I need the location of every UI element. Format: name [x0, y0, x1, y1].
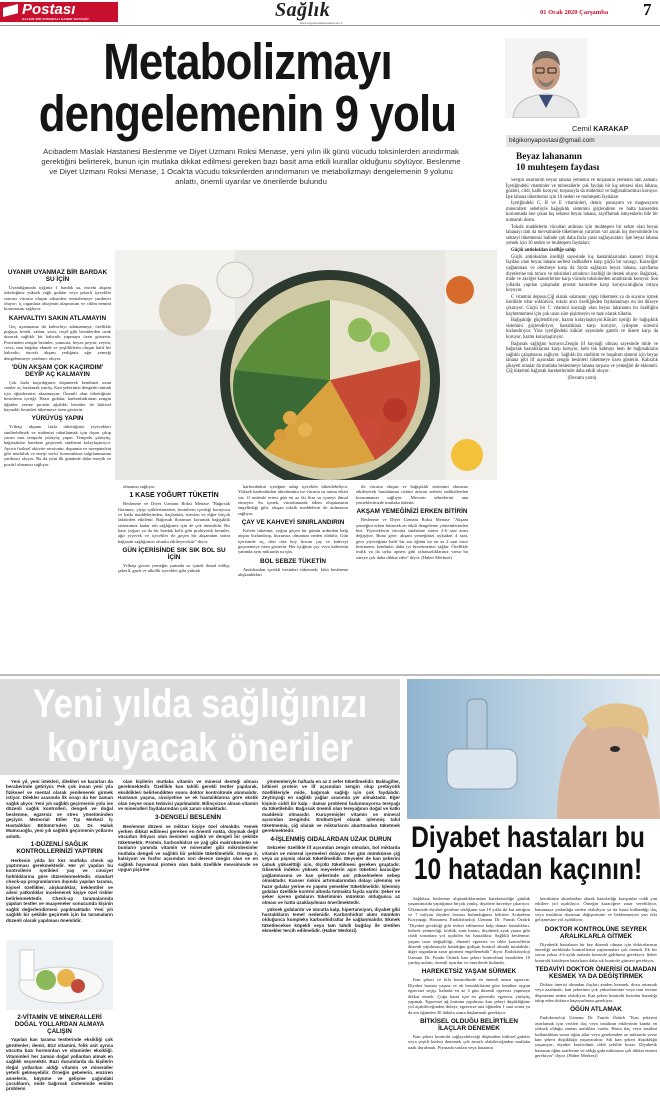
- section-title: Sağlık: [275, 0, 331, 21]
- fruit-plate-illustration: [6, 940, 113, 1010]
- masthead-url: www.ozgurkocaelipostasi.com.tr: [300, 21, 343, 25]
- article1-col1-s3: YÜRÜYÜŞ YAPIN Yılbaşı akşamı fazla tükettiğiniz yiyecekleri sindirebilmek ve midenizi rahatlatmak için dışarı çıkıp yarım saat tempolu yürüyüş yapın. Tempolu yürüyüş, bağırsakları harekete geçirerek sindirimi kolaylaştırıyor. Ayrıca fiziksel aktivite serotonin, dopamin ve norepinefrin gibi mutluluk ve enerji verici hormonların salgılanmasına yardımcı oluyor. Bu da yılın ilk gününde daha enerjik ve pozitif olmanızı sağlıyor.: [4, 415, 111, 467]
- article3-headline: [405, 822, 651, 886]
- logo-ribbon-icon: [3, 4, 18, 17]
- logo-word: Postası: [22, 1, 76, 18]
- article1-headline-line2: dengelemenin 9 yolu: [38, 85, 457, 142]
- issue-date: 01 Ocak 2020 Çarşamba: [540, 9, 609, 16]
- food-bowl-illustration: [115, 250, 497, 480]
- article1-col1-s0: UYANIR UYANMAZ BİR BARDAK SU İÇİN Uyandığınızda içiğiniz 1 bardak su, önceki akşam tükettiğiniz yüksek yağlı gıdalar veya şekerli içecekler sonrası vücutta oluşan toksinleri temizlemeye yardımcı oluyor; iç organlara oksijenin ulaşmasını ve cildin nemini korumasını sağlıyor.: [4, 269, 111, 312]
- article2-col3: yöntemleriyle haftada en az 2 sefer tüketilmelidir. Baklagiller, bitkisel protein ve lif açısından zengin olup prebiyotik özellikleriyle mide, bağırsak sağlığı için çok faydalıdır. Zeytinyağı en sağlıklı yağlar arasında yer almaktadır. Eğer kişinin ciddi bir kalp - damar problemi bulunmuyorsa tereyağı da tüketilebilir. Bağırsak önemli olan tereyağının doğal ve katkı maddesiz olmasıdır. Kuruyemişler vitamin ve mineral açısından zengindir. Endüstriyel olarak işlenmiş tahıl tüketmemiş, çiğ olarak ve miktarlarını abartmadan tüketmek gerekmektedir. 4-İŞLENMİŞ GIDALARDAN UZAK DURUN Sebzeler özellikle lif açısından zengin olmaları, bol miktarda vitamin ve mineral içermeleri dolayısı her gün mümkünse çiğ veya az pişmiş olarak tüketilmelidir. Meyveler de kan şekerini çabuk yükselttiği için, ölçülü tüketilmesi gereken gruptadır. Glisemik indeksi yüksek meyvelerin aşırı tüketimi karaciğer yağlanmasına ve kan şekerinde ani yükselmelere sebep olmaktadır. Kanser riskini artırmalarından dolayı işlenmiş ve hazır gıdalar yerine ev yapımı yemekler tüketilmelidir. İşlenmiş gıdaları özellikle kontrol altında tutmakta fayda vardır. Şeker ve şeker içeren gıdaların tüketiminin mümkün olduğunca az olması ve hatta uzaklaşılması önerilmektedir. yüksek gıdalardır ve vücutta kalp, hipertansiyon, diyabet gibi hastalıkların temel nedenidir. Karbonhidrat alımı mümkün olduğunca kompleks karbonhidratlar ile sağlanmalıdır. Ekmek tüketilecekse köpekli veya tam tahıllı buğday ile üretilen ekmekler tercih edilmelidir. (Haber Merkezi): [262, 779, 400, 934]
- columnist-last-name: KARAKAP: [593, 126, 629, 133]
- columnist-photo: [505, 38, 587, 118]
- column-body: Sevgili okurlarım beyaz lahana yemenin ve turşusunu yemenin tam zamanı. İçeriğindeki vitaminler ve minerallerle çok faydalı bir kış sebzesi olan lahana, gözleri, cildi, kalbi koruyor, turşusuyla da midemizi ve bağırsaklarımızı koruyor. İşte lahana tüketmeniz için 10 neden ve muhteşem faydaları İçeriğindeki C, B ve E vitaminleri, demir, potasyum ve magnezyum minerallerı sebebiyle bağışıklık sistemini güçlendiren ve hatta kanserden korunmada öne çıkan kış sebzesi beyaz lahana, zayıflamak isteyenlerin bile bir numaralı dostu. Toksik maddelerin vücuttan atılması için muhteşem bir sebze olan beyaz lahanayı tam da mevsiminde tüketmenin yararları var ancak kış mevsiminde bu sebzeyi tüketmeniz halinde çok daha fazla yarar sağlayacaktır. İşte beyaz lahana yemek için 10 neden ve muhteşem faydaları: Güçlü antioksidan özelliğe sahip Güçlü antioksidan özelliği sayesinde kış hastalıklarından kanseri birçok faydası olan beyaz lahana serbest radikallere karşı güçlü bir savaşçı. Karaciğer yağlanması ve obeziteye karşı da fayda sağlayan beyaz lahana, zayıflama diyetlerine tok tutucu ve toksinleri arındırıcı özelliği ile destek oluyor. Bağırsak, mide ve akciğer kanserlerine karşı vücudu toksinlerden arındırarak koruyor. Son yıllarda yapılan çalışmalar prostat kanserine karşı koruyuculuğunu ortaya koyuyor. C vitamini deposu.Çiğ olarak salatasını yapıp tüketmek ya da suyunu içmek özellikle idrar söktürücü, toksin atıcı özelliğinden faydalanmayı en üst düzeye çıkarıyor. Güçlü bir C vitamini kaynağı olan beyaz lahananın bu özelliğini kaybetmemesi için çok uzun süre pişirmeyin ve taze olarak tüketin. Bağışıklığı güçlendiriyor, hazmı kolaylaştırıyor.Kükürt içeriği ile bağışıklık sistemini güçlendiriyor, hastalıklara karşı koruyor, iyileşme süresini hızlandırıyor. Yine içeriğindeki kükürt sayesinde gastrit ve ülsere karşı da koruyor, hazmı kolaylaştırıyor. Bağırsak sağlığını koruyor.Zengin lif kaynağı olması sayesinde mide ve bağırsak hastalıklarına karşı koruyor, hem tok kalmayı hem de bağırsakların sağlıklı çalışmasını sağlıyor. Sağlıklı bir sindirim ve boşaltım sistemi için beyaz lahana gibi lif açısından zengin besinleri tüketmeye özen gösterin. Kabızlık şikayeti olanlar da mutlaka beslenmeye lahana turşusu ve yemeğini de eklemeli. Çiğ tüketimi bağırsak hareketlerinde daha etkili oluyor. (Devamı yarın): [506, 178, 658, 382]
- article1-col1: [4, 266, 111, 666]
- article1-col3: karbonhidrat içeriğine sahip içecekler tüketilebiliyor. Yüksek karbonhidrat tüketiminin ise vücutta su tutma etkisi var. O nedenle ertesi gün en az iki litre su içmeyi ihmal etmeyin. Su içmek, vücudunuzda ödem oluşmasının engellediği gibi, oluşan toksik maddelerin de atılmasını sağlıyor. ÇAY VE KAHVEYİ SINIRLANDIRIN Kafein tüketimi, yoğun geçen bir günün ardından kalp atışını hızlandırıp, huzursuz olmanıza neden olabilir. Gün içerisinde üç, dört orta boy fincan çay ve kahveyi geçmemeye özen gösterin. Her içtiğiniz çay veya kahvenin yanında aynı miktarda su için. BOL SEBZE TÜKETİN Antioksidan içerikli besinleri tüketmek; kötü beslenme alışkanlıkları: [238, 484, 348, 578]
- article3-photo: [407, 679, 660, 819]
- article3-headline-line2: 10 hatadan kaçının!: [413, 853, 643, 886]
- article1-headline-line1: Metabolizmayı: [103, 33, 392, 90]
- article2-headline-line1: Yeni yılda sağlığınızı: [32, 682, 368, 726]
- article2-col2: olan kişilerin mutlaka vitamin ve mineral desteği alması gerekmektedir. Özellikle kan tahlili gerekli testler yapılarak, eksiklikleri belirlendikten sonra doktor kontrolünde alınmalıdır. Hastanın yaşına, cinsiyetine ve ek hastalıklarına göre ekstik olan neyse onun tedavisi yapılmalıdır. Bilinçsizce alınan vitamin ve mineralleri faydalarından çok zararı olmaktadır. 3-DENGELİ BESLENİN Beslenme düzeni ve miktarı kişiye özel olmalıdır. Yemek yerken dikkat edilmesi gereken en önemli nokta, doymak değil vücudun ihtiyacı olan besinleri sağlıklı ve dengeli bir şekilde tüketmektir. Protein, karbonhidrat ve yağ gibi makrobesinler ve bunların yanında vitamin ve mineraller gibi mikrobesinler mutlaka dengeli ve sağlıklı bir şekilde tüketilmelidir. Omega 3, kalsiyum ve fosfor açısından son derece zengin olan ve en sağlıklı hayvansal protein olan balık özellikle mevsiminde ve uygun pişirme: [118, 779, 258, 873]
- article3-col1: Sağlıksız beslenme alışkanlıklarından hareketsizliğe günlük yaşantımızda yaptığımız birçok yanlış, diyabete davetiye çıkarıyor. Ülkemizde diyabet görülme sıklığının son 10 yılda iki kat arttığını ve 7 milyon diyabet hastası bulunduğunu belirten Acıbadem Kozyatağı Hastanesi Endokrinoloji Uzmanı Dr. Funda Öztürk "Diyabet gerektiği gibi tedavi edilmezse kalp damar hastalıkları, böbrek yetmezliği, körlük, sinir hasarı, diyabetik ayak yarası gibi ciddi sorunlara yol açabilen bir hastalıktır. Sağlıklı beslenme, yaşam tarzı değişikliği, düzenli egzersiz ve tıbbi kontrollerin düzenli yapılmasıyla hastalığın gidişatı kontrol altında tutulabilir; diğer organların zarar görmesi engellenebilir" diyor. Endokrinoloji Uzmanı Dr. Funda Öztürk kan şekeri kontrolünü bozabilen 10 yanlışı anlattı, önemli uyarılar ve önerilerde bulundu. HAREKETSİZ YAŞAM SÜRMEK Kan şekeri ve kilo kontrolünde en önemli unsur egzersiz. Diyabet hastası yaşına ve ek hastalıklarına göre kendine uygun egzersizi seçip, haftada en az 3 gün düzenli egzersiz yapmaya dikkat etmeli. Çoğu hasta için en güvenilir egzersiz yürüyüş yapmak. Egzersizi ağ karnına yapılması kan şekeri düşüklüğüne yol açabileceğinden dolayı; egzersize ana öğünden 1 saat sonra ya da ara öğünden 30 dakika sonra başlanmalı gerekiyor. BİTKİSEL OLDUĞU BELİRTİLEN İLAÇLAR DENEMEK Kan şekeri kontrolü sağlayabileceği düşünülen bitkisel gıdalar veya çeşitli kürleri denemek çok zararlı olabileceğinden mutlaka uzak durulmalı. Piyasada satılan veya hastanın: [408, 896, 530, 1050]
- article2-headline-line2: koruyacak öneriler: [47, 726, 353, 770]
- article1-lead: Acıbadem Maslak Hastanesi Beslenme ve Diyet Uzmanı Roksi Menase, yeni yılın ilk günü vücudu toksinlerden arındırmak gerektiğini belirterek, bunun için mutlaka dikkat edilmesi gereken bazı basit ama etkili kurallar olduğunu söylüyor. Beslenme ve Diyet Uzmanı Roksi Menase, 1 Ocak'ta vücudu toksinlerden arındırmanın ve metabolizmayı dengelemenin 9 yolunu anlattı, önemli uyarılar ve önerilerde bulundu: [41, 147, 461, 186]
- columnist-portrait: [505, 38, 587, 118]
- food-photo: [115, 250, 497, 480]
- column-title: [516, 152, 599, 174]
- article1-headline: [35, 33, 461, 142]
- article1-col1-s1: KAHVALTIYI SAKIN ATLAMAYIN Geç uyanmanız da kahvaltıyı atlamamaya; özellikle poğaça, börek, salam, sosis, reçel gibi besinlerden uzak durarak sağlıklı bir kahvaltı yapmaya özen gösterin. Proteinden zengin besinler, yumurta, beyaz peynir, zeytin, ceviz, tam buğday ekmek ve yeşilliklerin oluşan hafif bir kahvaltı; önceki akşam yediğiniz ağır yemeği dengelenmeye yardımcı oluyor.: [4, 314, 111, 361]
- column-title-line2: 10 muhteşem faydası: [516, 163, 600, 173]
- article1-col1-s2: 'DÜN AKŞAM ÇOK KAÇIRDIM' DEYİP AÇ KALMAYIN Çok fazla kaçırdığınızı düşünerek kendinizi uzun saatler aç bırakmak yanlış. Kan şekerinizi dengede tutmak için öğünlerinizi aksatmayın. Önemli olan tükettiğiniz besinlerin içeriği. Hazır gıdalar, karbonhidrattan zengin öğünler yerine protein ağırlıklı besinler ile bitkisel kaynaklı besinleri tüketmeye özen gösterin.: [4, 364, 111, 412]
- columnist-email[interactable]: bilgikonyapostasi@gmail.com: [506, 135, 660, 147]
- article1-col4: ile vücutta oluşan ve bağışıklık sistemini olumsuz etkileyerek hastalanma riskini artıran serbest radikallerden korunmanızı sağlıyor. Mevsim sebzelerini ana yemeklerinizde mutlaka tüketin. AKŞAM YEMEĞİNİZİ ERKEN BİTİRİN Beslenme ve Diyet Uzmanı Roksi Menase "Akşam yemeğini erken bitirmek en etkili dengeleme yöntemlerinden biri. Yiyeceklerin vücutta sindirime süresi 2-6 saat arası değişiyor. Buna göre; akşam yemeğinizi uykudan 4 saat, gece yiyeceğiniz hafif bir ara öğünü ise en az 2 saat önce bitirmeniz kendinizi daha iyi hissetmenizi sağlar. Özellikle trafik ya da uyku apnesi gibi rahatsızlıklarınız varsa bu süreye çok daha dikkat edin" diyor. (Haber Merkezi): [356, 484, 468, 560]
- article2-col1b: 2-VİTAMİN VE MİNERALLERİ DOĞAL YOLLARDAN ALMAYA ÇALIŞIN Yapılan kan tarama testlerinde eksikliği çok görülenler; demir, B12 vitamini, folik asit ayrıca vücutta bazı hormonları ve vitaminler eksikliği. Vitaminleri her zaman doğal yollardan almak en sağlıklı seçenektir. Bazı durumlarda da kişilerin doğal yollardan aldığı vitamin ve mineraller yeterli gelmeyebilir. Örneğin gebelerin, emziren annelerin, büyüme ve gelişme çağındaki çocukların, mide bağırsak sisteminde emilim problemi: [6, 1014, 113, 1092]
- article2-photo: [6, 940, 113, 1010]
- article2-col1: Yeni yıl, yeni istekleri, dilekleri ve kararları da beraberinde getiriyor. Pek çok insan yeni yıla fizikseel ve mental olarak yenilenerek girmek istiyor. Dilekler arasında ilk sırayı da her zaman sağlık alıyor. Yeni yılı sağlıklı geçirmenin yolu ise düzenli sağlık kontrolleri, dengeli ve doğal beslenme, egzersiz ve stres yönetiminden geçiyor. Memorial Etiler Tıp Merkezi İç Hastalıkları Bölümü'nden Uz. Dr. Haluk Mumcuoğlu, yeni yılı sağlıklı geçirmenin yollarını anlattı. 1-DÜZENLİ SAĞLIK KONTROLLERİNİZİ YAPTIRIN Herkesin yılda bir kez mutlaka check up yaptırması gerekmektedir. Her yıl yapılan bu kontrollerin içerikleri yaş ve cinsiyet farklılıklarına göre düzenlenmektedir. standart check-up programlarının dışında yapılan tarama, kişisel özellikler, alışkanlıklar, beklentiler ve ailevi yatkınlıklar incelenerek kişiye özel riskler belirlenmektedir. Check-up taramalarında yapılan testler ve muayeneler sonucunda kişinin sağlık değerlendirmesi yapılmaktadır. Yeni yılı sağlıklı bir şekilde geçirmek için bu taramaların düzenli olarak yapılması önemlidir.: [6, 779, 113, 923]
- article1-col2: olmanızı sağlıyor. 1 KASE YOĞURT TÜKETİN Beslenme ve Diyet Uzmanı Roksi Menase "Bağırsak floramız; yiyip içtiklerimizden, besinlerin içerdiği koruyucu ve katkı maddelerinden, ilaçlardan, stresten ve diğer birçok faktörden etkilenir. Bağırsak floramızı korumak bağışıklık sistemimiz kadar ruh sağlığımız için de çok önemlidir. Bir kase yoğurt ya da bir bardak kefir gibi probiyotik besinler, ağır yiyecek ve içecekler ile geçen bir akşamdan sonra bağırsak sağlığımızı olumlu etkileyecektir" diyor. GÜN İÇERİSİNDE SIK SIK BOL SU İÇİN Yılbaşı gecesi yemeğin yanında su içmek ihmal edilip; şekerli, gazlı ve alkollü içecekler gibi yüksek: [118, 484, 230, 574]
- columnist-name: [572, 124, 628, 133]
- section-divider: [0, 674, 660, 676]
- article3-headline-line1: Diyabet hastaları bu: [411, 821, 645, 854]
- masthead-logo: [0, 2, 118, 22]
- masthead: [0, 0, 660, 26]
- columnist-first-name: Cemil: [572, 124, 592, 133]
- article2-headline: [28, 682, 372, 770]
- glucose-test-illustration: [407, 679, 660, 819]
- article3-col2: kendisinin aktarlardan alarak hazırladığı karışımlar ciddi yan etkilere yol açabiliyor. Örneğin karaciğere zarar verebiliyor, kanamaya yatkınlığa neden olabiliyor ya da hasta kullandığı ilaç veya insülinin dozunun değişmesine ve beklenmeyen yan etki gelişmesine yol açabiliyor. DOKTOR KONTROLÜNE SEYREK ARALIKLARLA GİTMEK Diyabetik hastaların bir kez düzenli olması için doktorlarının önerdiği aralıklarla kontrollerini yaptırmaları çok önemli. Ek bir sorun yoksa 4-6 aylık aralarla kontrole gidilmesi gerekiyor. Şeker kontrolü kötüleşen hastaların daha sık kontrole gitmesi gerekiyor. TEDAVİYİ DOKTOR ÖNERİSİ OLMADAN KESMEK YA DA DEĞİŞTİRMEK Doktor önerisi olmadan ilaçları aniden kesmek, dozu artırmak veya azaltmak; kan şekerinin çok yükselmesine veya tam tersine düşmesine neden olabiliyor. Kan şekeri kontrolü bozulan hastalığı takip eden doktora başvurulması gerekiyor. ÖĞÜN ATLAMAK Endokrinoloji Uzmanı Dr. Funda Öztürk "Kan şekerini ayarlamak için verilen ilaç veya insülinin etkilerinin kanda en yüksek olduğu zaman aralıkları vardır. Hasta ilaç veya insülini kullandıktan sonra öğün atlar veya gerekenden az miktarda yerse kan şekeri düşüklüğü yaşayacaktır. Sık kan şekeri düşüklüğü yaşanıyor; diyabet kontrolünü ciddi şekilde bozar. Diyabetik hastanın öğün saatlerine ve aldığı gıda miktarına çok dikkat etmesi gerekiyor" diyor. (Haber Merkezi): [535, 896, 657, 1058]
- logo-subtitle: HALKIN BİR NUMARALI HABER KAYNAĞI: [22, 17, 89, 21]
- column-title-line1: Beyaz lahananın: [516, 152, 582, 162]
- page-number: 7: [643, 0, 652, 19]
